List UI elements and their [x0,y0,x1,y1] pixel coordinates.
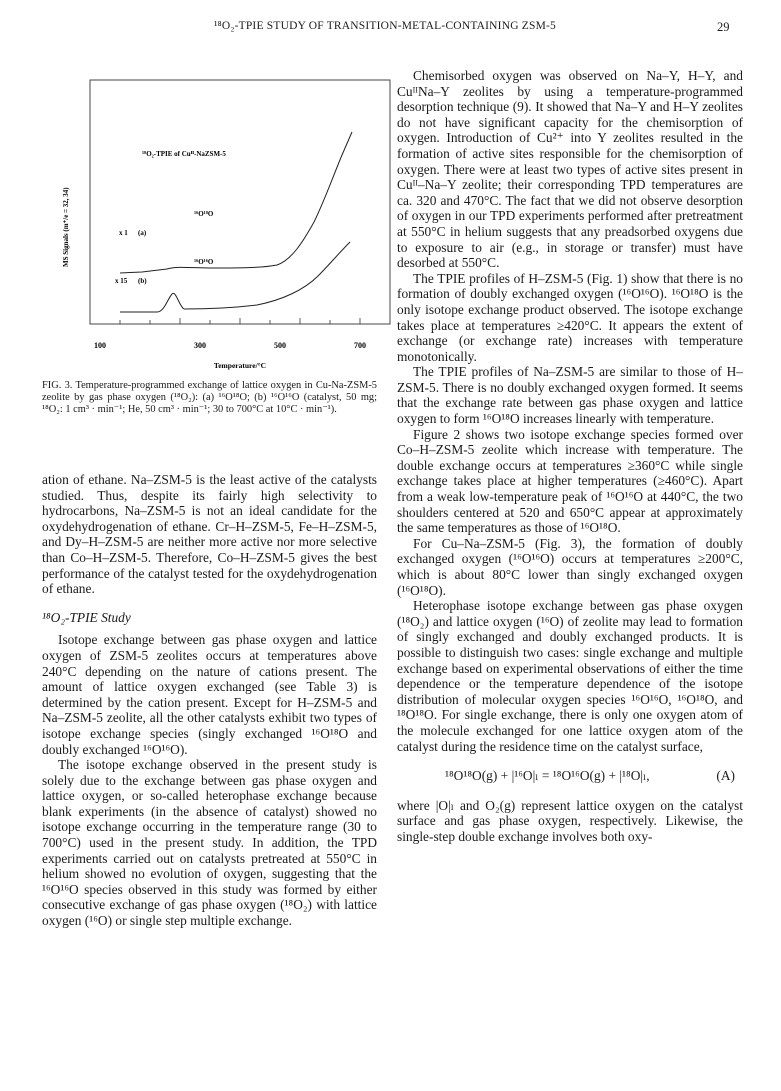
x-tick-100: 100 [94,341,106,350]
scale-b-label: x 15 [115,277,128,285]
left-paragraph-1: ation of ethane. Na–ZSM-5 is the least active of the catalysts studied. Thus, despite its fairly high selectivity to hydrocarbons, Na–ZSM-5 is not an ideal candidate for the oxydehydrogenation of ethane. Cr–H–ZSM-5, Fe–H–ZSM-5, and Dy–H–ZSM-5 are neither more active nor more selective than Co–H–ZSM-5. Therefore, Co–H–ZSM-5 gives the best performance of the catalyst tested for the oxydehydrogenation of ethane. [42,472,377,597]
curve-b-label: ¹⁶O¹⁶O [194,258,214,266]
plot-frame [90,80,390,324]
right-paragraph-1: Chemisorbed oxygen was observed on Na–Y, H–Y, and CuᴵᴵNa–Y zeolites by using a temperature-programmed desorption technique (9). It showed that Na–Y and H–Y zeolites do not have significant capacity for the chemisorption of oxygen. Introduction of Cu²⁺ into Y zeolites resulted in the formation of active sites responsible for the chemisorption of oxygen. There were at least two types of active sites present in Cuᴵᴵ–Na–Y zeolite; their corresponding TPD temperatures are ca. 320 and 470°C. The fact that we did not observe desorption of oxygen in our TPD experiments performed after pretreatment at 550°C in helium suggests that any preadsorbed oxygens due to exposure to air (e.g., in storage or transfer) must have desorbed at 550°C. [397,68,743,271]
equation-a [397,768,743,784]
y-axis-label: MS Signals (m⁺/e = 32, 34) [62,187,70,267]
left-paragraph-3: The isotope exchange observed in the present study is solely due to the exchange between gas phase oxygen and lattice oxygen, or so-called heterophase exchange because blank experiments (in the absence of catalyst) showed no isotope exchange occurring in the temperature range (30 to 700°C) used in the present study. In addition, the TPD experiments carried out on catalysts pretreated at 550°C in helium showed no evolution of oxygen, suggesting that the ¹⁶O¹⁶O species observed in this study was formed by either consecutive exchange of gas phase oxygen (¹⁸O₂) with lattice oxygen (¹⁶O) or single step multiple exchange. [42,757,377,929]
scale-a-label: x 1 [119,229,128,237]
equation-body: ¹⁸O¹⁸O(g) + |¹⁶O|ₗ = ¹⁸O¹⁶O(g) + |¹⁸O|ₗ, [445,768,650,784]
x-tick-300: 300 [194,341,206,350]
running-title: ¹⁸O₂-TPIE STUDY OF TRANSITION-METAL-CONTAINING ZSM-5 [214,20,557,32]
left-column [42,472,377,929]
right-paragraph-5: For Cu–Na–ZSM-5 (Fig. 3), the formation of doubly exchanged oxygen (¹⁶O¹⁶O) occurs at temperatures ≥200°C, which is about 80°C lower than singly exchanged oxygen (¹⁶O¹⁸O). [397,535,743,598]
left-paragraph-2: Isotope exchange between gas phase oxygen and lattice oxygen of ZSM-5 zeolites occurs at temperatures above 240°C depending on the nature of cations present. The amount of lattice oxygen exchanged (see Table 3) is determined by the cation present. Except for H–ZSM-5 and Na–ZSM-5 zeolite, all the other catalysts exhibit two types of isotope exchange species (singly exchanged ¹⁶O¹⁸O and doubly exchanged ¹⁶O¹⁶O). [42,632,377,757]
equation-tag: (A) [716,768,735,784]
curve-b-16o16o [120,242,350,312]
x-tick-marks [120,318,360,324]
right-paragraph-3: The TPIE profiles of Na–ZSM-5 are similar to those of H–ZSM-5. There is no doubly exchanged oxygen formed. It seems that the exchange rate between gas phase oxygen and lattice oxygen to form ¹⁶O¹⁸O increases linearly with temperature. [397,364,743,427]
page-number: 29 [717,20,730,34]
tag-a-label: (a) [138,229,147,237]
section-heading: ¹⁸O₂-TPIE Study [42,609,131,625]
figure-caption: FIG. 3. Temperature-programmed exchange of lattice oxygen in Cu-Na-ZSM-5 zeolite by gas phase oxygen (¹⁸O₂): (a) ¹⁶O¹⁸O; (b) ¹⁶O¹⁶O (catalyst, 50 mg; ¹⁸O₂: 1 cm³ · min⁻¹; He, 50 cm³ · min⁻¹; 30 to 700°C at 10°C · min⁻¹). [42,380,377,416]
x-tick-700: 700 [354,341,366,350]
right-paragraph-7: where |O|ₗ and O₂(g) represent lattice oxygen on the catalyst surface and gas phase oxygen, respectively. Likewise, the single-step double exchange involves both oxy- [397,797,743,844]
x-tick-500: 500 [274,341,286,350]
right-column [397,68,743,845]
curve-a-label: ¹⁶O¹⁸O [194,210,214,218]
tag-b-label: (b) [138,277,147,285]
figure-inner-title: ¹⁸O₂-TPIE of Cuᴵᴵ-NaZSM-5 [142,150,226,158]
figure-3 [62,62,392,382]
x-axis-label: Temperature/°C [213,361,267,370]
right-paragraph-2: The TPIE profiles of H–ZSM-5 (Fig. 1) show that there is no formation of doubly exchanged oxygen (¹⁶O¹⁶O). ¹⁶O¹⁸O is the only isotope exchange product observed. The isotope exchange takes place at temperatures ≥420°C. It appears the extent of exchange (or exchange rate) increases with temperature monotonically. [397,270,743,364]
right-paragraph-4: Figure 2 shows two isotope exchange species formed over Co–H–ZSM-5 zeolite which increase with temperature. The double exchange occurs at temperatures ≥360°C while single exchange takes place at higher temperatures (≥460°C). Apart from a weak low-temperature peak of ¹⁶O¹⁶O at 440°C, the two shoulders centered at 520 and 650°C appear at approximately the same temperatures as those of ¹⁶O¹⁸O. [397,426,743,536]
right-paragraph-6: Heterophase isotope exchange between gas phase oxygen (¹⁸O₂) and lattice oxygen (¹⁶O) of zeolite may lead to formation of singly exchanged and doubly exchanged products. It is possible to distinguish two cases: single exchange and multiple exchange based on experimental observations of either the time dependence or the temperature dependence of the isotope distribution of molecular oxygen species ¹⁶O¹⁶O, ¹⁶O¹⁸O, and ¹⁸O¹⁸O. For single exchange, there is only one oxygen atom of the molecule exchanged for one lattice oxygen atom of the catalyst during the residence time on the catalyst surface, [397,598,743,754]
running-header [0,20,781,40]
